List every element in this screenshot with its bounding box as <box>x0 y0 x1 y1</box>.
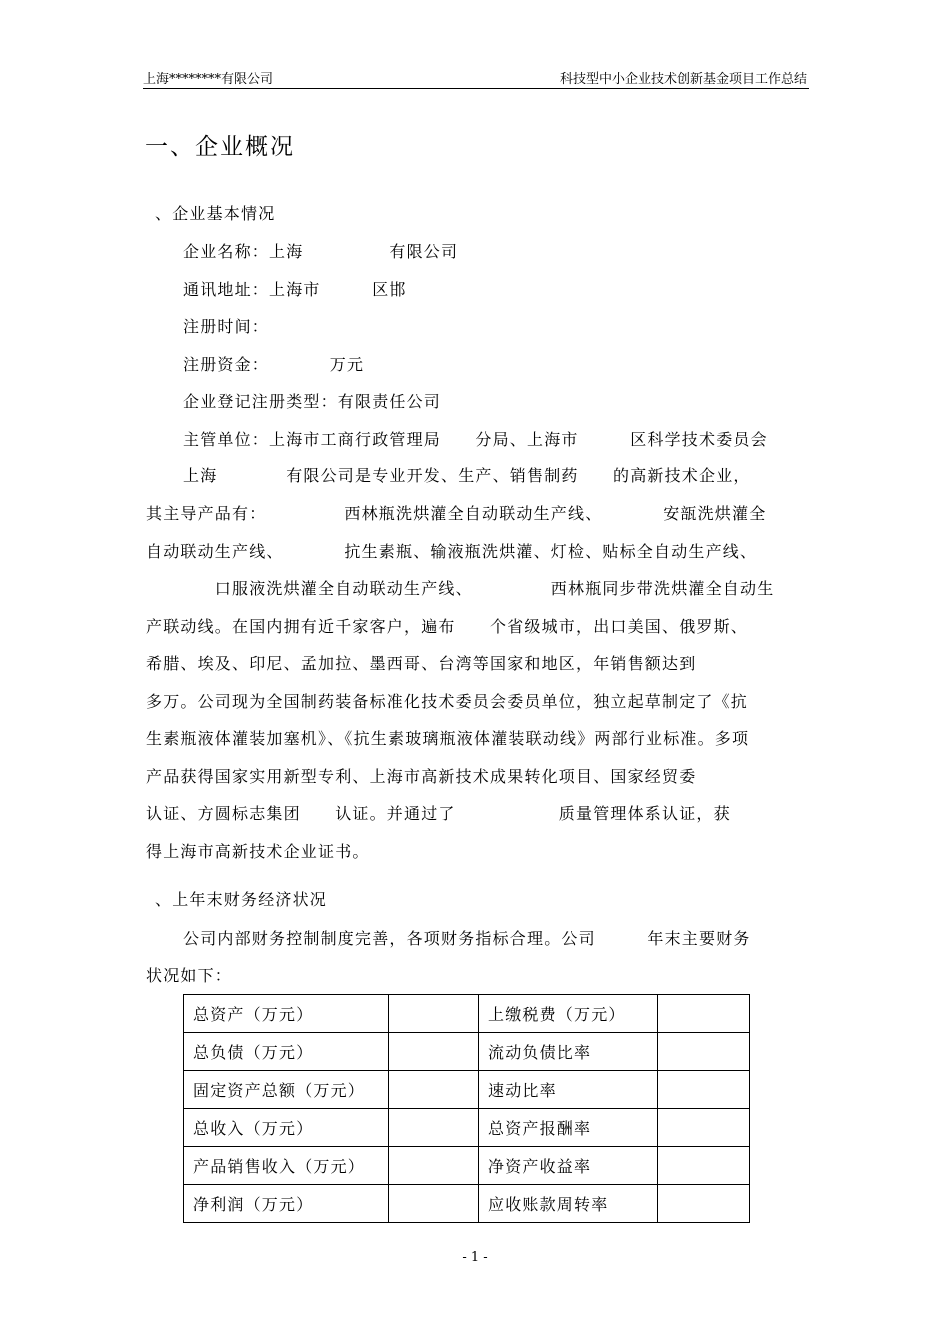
table-cell: 净资产收益率 <box>479 1147 658 1185</box>
table-cell: 总负债（万元） <box>184 1033 389 1071</box>
table-row <box>184 1109 750 1147</box>
field-capital: 注册资金： 万元 <box>183 355 365 374</box>
paragraph-line: 得上海市高新技术企业证书。 <box>146 842 370 861</box>
paragraph-line: 认证、方圆标志集团 认证。并通过了 质量管理体系认证，获 <box>146 804 731 823</box>
table-row <box>184 1033 750 1071</box>
table-row <box>184 1147 750 1185</box>
page-header <box>143 66 809 89</box>
header-company: 上海********有限公司 <box>143 72 274 87</box>
table-cell <box>389 1185 479 1223</box>
table-cell <box>389 1147 479 1185</box>
paragraph-line: 生素瓶液体灌装加塞机》、《抗生素玻璃瓶液体灌装联动线》两部行业标准。多项 <box>146 729 750 748</box>
paragraph-line: 公司内部财务控制制度完善，各项财务指标合理。公司 年末主要财务 <box>183 929 751 948</box>
table-cell <box>658 995 750 1033</box>
table-cell <box>389 995 479 1033</box>
table-cell: 总收入（万元） <box>184 1109 389 1147</box>
table-cell <box>389 1109 479 1147</box>
paragraph-line: 希腊、埃及、印尼、孟加拉、墨西哥、台湾等国家和地区，年销售额达到 <box>146 654 697 673</box>
section-title: 、企业基本情况 <box>155 204 276 223</box>
chapter-heading: 一、企业概况 <box>145 134 295 160</box>
table-cell: 固定资产总额（万元） <box>184 1071 389 1109</box>
paragraph-line: 上海 有限公司是专业开发、生产、销售制药 的高新技术企业， <box>183 466 751 485</box>
field-supervisor: 主管单位：上海市工商行政管理局 分局、上海市 区科学技术委员会 <box>183 430 768 449</box>
table-cell: 上缴税费（万元） <box>479 995 658 1033</box>
table-cell: 净利润（万元） <box>184 1185 389 1223</box>
field-register-time: 注册时间： <box>183 317 270 336</box>
table-cell <box>658 1147 750 1185</box>
table-cell: 总资产（万元） <box>184 995 389 1033</box>
table-row <box>184 995 750 1033</box>
section-title: 、上年末财务经济状况 <box>155 890 328 909</box>
table-cell <box>389 1033 479 1071</box>
table-row <box>184 1071 750 1109</box>
table-cell: 速动比率 <box>479 1071 658 1109</box>
paragraph-line: 口服液洗烘灌全自动联动生产线、 西林瓶同步带洗烘灌全自动生 <box>146 579 775 598</box>
table-row <box>184 1185 750 1223</box>
table-cell <box>658 1071 750 1109</box>
paragraph-line: 产品获得国家实用新型专利、上海市高新技术成果转化项目、国家经贸委 <box>146 767 697 786</box>
table-cell <box>389 1071 479 1109</box>
table-cell <box>658 1033 750 1071</box>
paragraph-line: 其主导产品有： 西林瓶洗烘灌全自动联动生产线、 安瓿洗烘灌全 <box>146 504 767 523</box>
paragraph-line: 产联动线。在国内拥有近千家客户，遍布 个省级城市，出口美国、俄罗斯、 <box>146 617 749 636</box>
paragraph-line: 状况如下： <box>146 966 233 985</box>
field-address: 通讯地址：上海市 区邯 <box>183 280 407 299</box>
paragraph-line: 多万。公司现为全国制药装备标准化技术委员会委员单位，独立起草制定了《抗 <box>146 692 749 711</box>
table-cell: 应收账款周转率 <box>479 1185 658 1223</box>
field-register-type: 企业登记注册类型：有限责任公司 <box>183 392 442 411</box>
table-cell: 总资产报酬率 <box>479 1109 658 1147</box>
paragraph-line: 自动联动生产线、 抗生素瓶、输液瓶洗烘灌、灯检、贴标全自动生产线、 <box>146 542 758 561</box>
table-cell: 流动负债比率 <box>479 1033 658 1071</box>
header-title: 科技型中小企业技术创新基金项目工作总结 <box>559 72 807 87</box>
table-cell <box>658 1109 750 1147</box>
table-cell: 产品销售收入（万元） <box>184 1147 389 1185</box>
financial-table <box>183 994 750 1223</box>
field-company-name: 企业名称：上海 有限公司 <box>183 242 459 261</box>
page-number: - 1 - <box>462 1250 488 1265</box>
table-cell <box>658 1185 750 1223</box>
